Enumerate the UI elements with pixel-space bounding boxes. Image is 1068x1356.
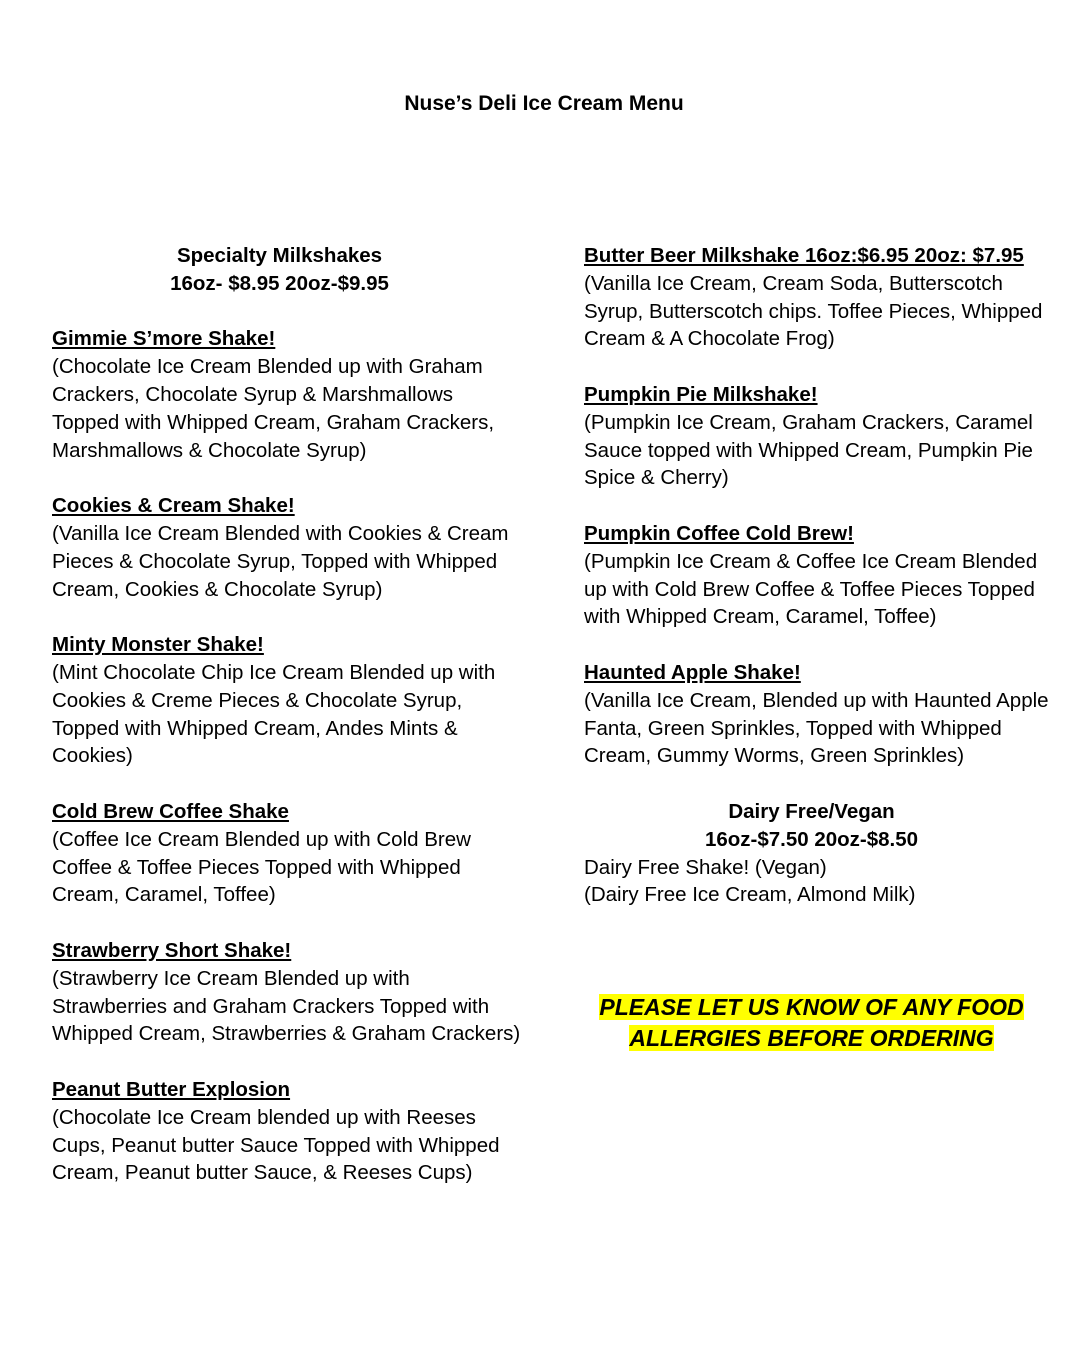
menu-item [584,242,1054,353]
item-description: (Vanilla Ice Cream, Blended up with Haunted Apple Fanta, Green Sprinkles, Topped with Whipped Cream, Gummy Worms, Green Sprinkles) [584,688,1049,768]
allergy-line-1: PLEASE LET US KNOW OF ANY FOOD [599,994,1024,1021]
specialty-prices: 16oz- $8.95 20oz-$9.95 [170,271,389,295]
right-column [584,242,1054,1054]
item-name: Cold Brew Coffee Shake [52,799,289,823]
item-description: (Vanilla Ice Cream, Cream Soda, Butterscotch Syrup, Butterscotch chips. Toffee Pieces, Whipped Cream & A Chocolate Frog) [584,271,1043,351]
item-name: Strawberry Short Shake! [52,938,292,962]
item-name: Butter Beer Milkshake 16oz:$6.95 20oz: $7.95 [584,244,1024,267]
item-name: Haunted Apple Shake! [584,660,801,684]
item-description: (Pumpkin Ice Cream & Coffee Ice Cream Blended up with Cold Brew Coffee & Toffee Pieces Topped with Whipped Cream, Caramel, Toffee) [584,549,1038,629]
menu-item [584,520,1054,631]
menu-item [584,381,1054,492]
vegan-prices: 16oz-$7.50 20oz-$8.50 [704,827,919,851]
item-name: Peanut Butter Explosion [52,1077,291,1101]
menu-item [52,631,522,770]
vegan-item: Dairy Free Shake! (Vegan) [584,855,827,879]
menu-title: Nuse’s Deli Ice Cream Menu [404,92,684,115]
menu-item [584,659,1054,770]
item-description: (Vanilla Ice Cream Blended with Cookies & Cream Pieces & Chocolate Syrup, Topped with Whipped Cream, Cookies & Chocolate Syrup) [52,521,509,601]
menu-item [52,325,522,464]
item-description: (Pumpkin Ice Cream, Graham Crackers, Caramel Sauce topped with Whipped Cream, Pumpkin Pie Spice & Cherry) [584,410,1033,490]
menu-item [52,1076,522,1187]
item-description: (Mint Chocolate Chip Ice Cream Blended up with Cookies & Creme Pieces & Chocolate Syrup, Topped with Whipped Cream, Andes Mints & Cookies) [52,660,496,768]
item-name: Gimmie S’more Shake! [52,327,276,351]
item-name: Minty Monster Shake! [52,633,264,657]
vegan-description: (Dairy Free Ice Cream, Almond Milk) [584,883,916,907]
item-name: Cookies & Cream Shake! [52,494,295,518]
item-description: (Coffee Ice Cream Blended up with Cold Brew Coffee & Toffee Pieces Topped with Whipped Cream, Caramel, Toffee) [52,827,471,907]
menu-item [52,937,522,1048]
allergy-line-2: ALLERGIES BEFORE ORDERING [629,1025,994,1052]
menu-item [52,798,522,909]
item-description: (Strawberry Ice Cream Blended up with Strawberries and Graham Crackers Topped with Whipped Cream, Strawberries & Graham Crackers) [52,966,521,1046]
item-description: (Chocolate Ice Cream blended up with Reeses Cups, Peanut butter Sauce Topped with Whipped Cream, Peanut butter Sauce, & Reeses Cups) [52,1105,500,1185]
allergy-notice [584,992,1039,1054]
menu-item [52,492,522,603]
left-column [52,242,522,1215]
specialty-heading: Specialty Milkshakes [176,244,383,267]
item-description: (Chocolate Ice Cream Blended up with Graham Crackers, Chocolate Syrup & Marshmallows Topped with Whipped Cream, Graham Crackers, Marshmallows & Chocolate Syrup) [52,355,495,462]
item-name: Pumpkin Coffee Cold Brew! [584,521,854,545]
item-name: Pumpkin Pie Milkshake! [584,382,818,406]
vegan-heading: Dairy Free/Vegan [728,799,895,823]
